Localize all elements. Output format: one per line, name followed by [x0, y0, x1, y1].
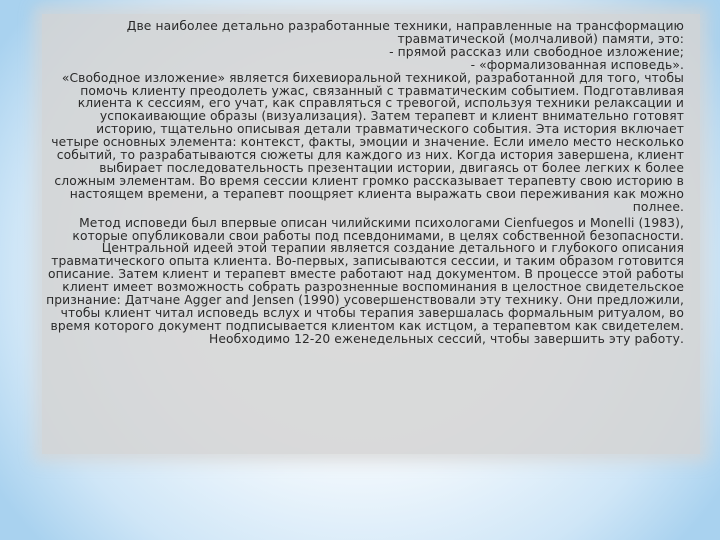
paragraph-free-narrative: «Свободное изложение» является бихевиоральной техникой, разработанной для того, чтобы помочь клиенту преодолеть ужас, связанный с травматическим событием. Подготавливая клиента к сессиям, его учат, как справляться с тревогой, используя техники релаксации и успокаивающие образы (визуализация). Затем терапевт и клиент внимательно готовят историю, тщательно описывая детали травматического события. Эта история включает четыре основных элемента: контекст, факты, эмоции и значение. Если имело место несколько событий, то разрабатываются сюжеты для каждого из них. Когда история завершена, клиент выбирает последовательность презентации истории, двигаясь от более легких к более сложным элементам. Во время сессии клиент громко рассказывает терапевту свою историю в настоящем времени, а терапевт поощряет клиента выражать свои переживания как можно полнее.: [51, 70, 684, 214]
technique-item-formal-confession: - «формализованная исповедь».: [470, 57, 684, 72]
paragraph-confession-method: Метод исповеди был впервые описан чилийскими психологами Cienfuegos и Monelli (1983), которые опубликовали свои работы под псевдонимами, в целях собственной безопасности. Центральной идеей этой терапии является создание детального и глубокого описания травматического опыта клиента. Во-первых, записываются сессии, и таким образом готовится описание. Затем клиент и терапевт вместе работают над документом. В процессе этой работы клиент имеет возможность собрать разрозненные воспоминания в целостное свидетельское признание: Датчане Agger and Jensen (1990) усовершенствовали эту технику. Они предложили, чтобы клиент читал исповедь вслух и чтобы терапия завершалась формальным ритуалом, во время которого документ подписывается клиентом как истцом, а терапевтом как свидетелем. Необходимо 12-20 еженедельных сессий, чтобы завершить эту работу.: [46, 215, 684, 346]
intro-text: Две наиболее детально разработанные техники, направленные на трансформацию травматической (молчаливой) памяти, это:: [126, 19, 684, 46]
technique-item-free-narrative: - прямой рассказ или свободное изложение;: [389, 44, 684, 59]
slide-text: [46, 20, 684, 346]
